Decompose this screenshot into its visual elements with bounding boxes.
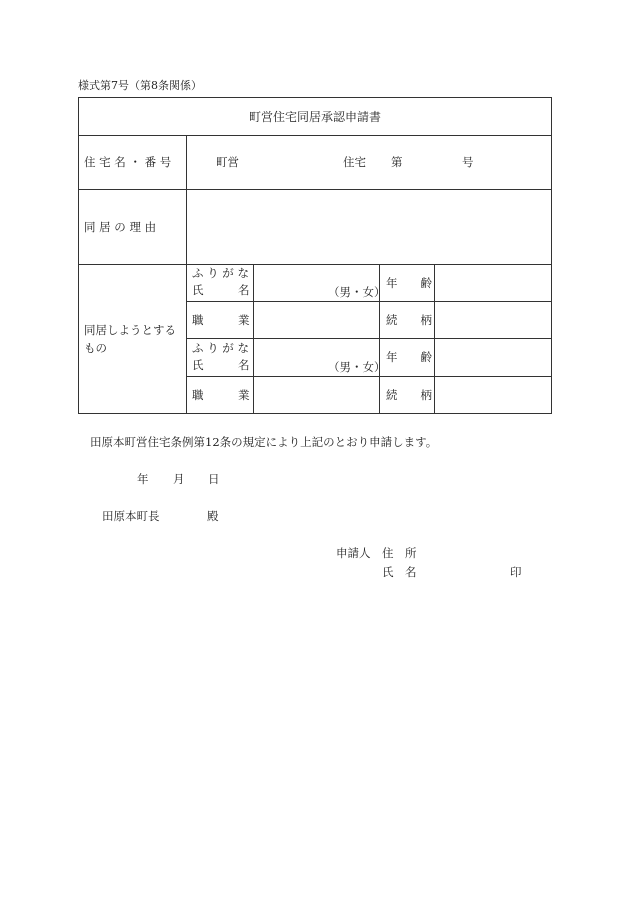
housing-go: 号 bbox=[462, 155, 474, 169]
rule-housing bbox=[78, 189, 552, 190]
housing-jutaku: 住宅 bbox=[343, 155, 366, 169]
housing-dai: 第 bbox=[391, 155, 403, 169]
form-title: 町営住宅同居承認申請書 bbox=[248, 110, 381, 124]
housing-town: 町営 bbox=[216, 155, 239, 169]
seal-mark: 印 bbox=[510, 565, 522, 579]
age-label-1: 年 齢 bbox=[386, 276, 432, 290]
rule-field-column bbox=[253, 264, 254, 414]
rule-person-split bbox=[186, 338, 552, 339]
rule-reason bbox=[78, 264, 552, 265]
name-label-1: 氏 名 bbox=[192, 283, 250, 297]
rule-right-value-column bbox=[434, 264, 435, 414]
furigana-label-2: ふ り が な bbox=[192, 341, 249, 355]
gender-1: （男・女） bbox=[328, 285, 386, 299]
date-day: 日 bbox=[208, 472, 220, 486]
applicant-label: 申請人 bbox=[336, 546, 371, 560]
date-year: 年 bbox=[137, 472, 149, 486]
form-reference: 様式第7号（第8条関係） bbox=[78, 79, 202, 92]
occupation-label-2: 職 業 bbox=[192, 388, 250, 402]
cohabitant-label: 同居しようとするもの bbox=[84, 323, 176, 355]
rule-label-column bbox=[186, 135, 187, 414]
relation-label-1: 続 柄 bbox=[386, 313, 432, 327]
relation-label-2: 続 柄 bbox=[386, 388, 432, 402]
occupation-label-1: 職 業 bbox=[192, 313, 250, 327]
date-month: 月 bbox=[173, 472, 185, 486]
furigana-label-1: ふ り が な bbox=[192, 266, 249, 280]
name-label-2: 氏 名 bbox=[192, 358, 250, 372]
rule-person2-mid bbox=[186, 376, 552, 377]
applicant-name-label: 氏 名 bbox=[382, 565, 417, 579]
addressee: 田原本町長 bbox=[102, 509, 160, 523]
application-table bbox=[78, 97, 552, 414]
housing-label: 住 宅 名 ・ 番 号 bbox=[84, 155, 172, 169]
reason-label: 同 居 の 理 由 bbox=[84, 220, 157, 234]
applicant-address-label: 住 所 bbox=[382, 546, 417, 560]
statement: 田原本町営住宅条例第12条の規定により上記のとおり申請します。 bbox=[90, 435, 438, 449]
rule-person1-mid bbox=[186, 301, 552, 302]
rule-title bbox=[78, 135, 552, 136]
gender-2: （男・女） bbox=[328, 360, 386, 374]
honorific: 殿 bbox=[207, 509, 219, 523]
age-label-2: 年 齢 bbox=[386, 350, 432, 364]
